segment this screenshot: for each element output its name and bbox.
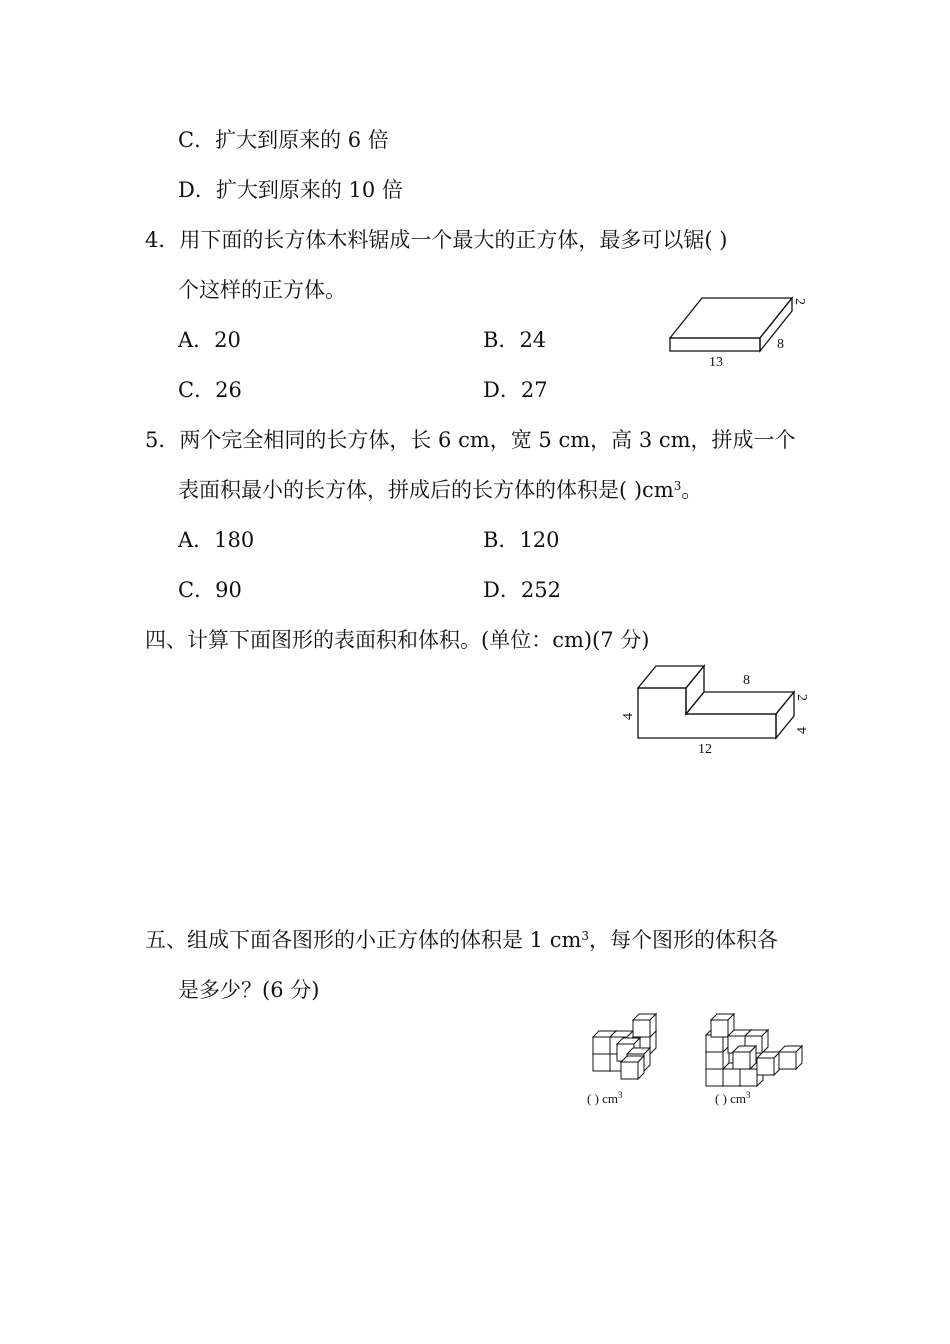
option-text: 扩大到原来的 6 倍 [215, 128, 389, 152]
option-value: 26 [215, 378, 242, 402]
section4-title: 四、计算下面图形的表面积和体积。(单位：cm)(7 分) [145, 628, 650, 652]
answer-blank-right: ( ) $cm^3$ [715, 1090, 751, 1106]
question-number: 4． [145, 228, 180, 252]
question-text: 。 [681, 478, 703, 502]
option-letter: C． [178, 578, 216, 602]
superscript: 3 [673, 479, 682, 493]
option-letter: D． [483, 378, 521, 402]
answer-blank-left: ( ) $cm^3$ [587, 1090, 623, 1106]
option-letter: D． [483, 578, 521, 602]
question-text: 用下面的长方体木料锯成一个最大的正方体，最多可以锯( ) [179, 228, 728, 252]
section5-cube-figures [585, 1010, 815, 1110]
label-top-length: 8 [743, 673, 750, 688]
section-text: 五、组成下面各图形的小正方体的体积是 1 cm [145, 928, 582, 952]
q5-stem-line2 [178, 477, 702, 503]
option-letter: A． [178, 528, 215, 552]
option-letter: B． [483, 528, 520, 552]
q5-option-a [178, 527, 254, 553]
cuboid-top-face [670, 298, 792, 338]
option-letter: C． [178, 378, 216, 402]
question-text: 表面积最小的长方体，拼成后的长方体的体积是( )cm [178, 478, 674, 502]
q4-cuboid-figure [662, 290, 812, 370]
option-value: 20 [214, 328, 241, 352]
option-value: 120 [519, 528, 560, 552]
q4-option-a [178, 327, 241, 353]
label-width: 8 [777, 337, 784, 352]
cube-figure-right [706, 1014, 802, 1086]
label-length: 13 [709, 355, 723, 370]
q5-option-b [483, 527, 560, 553]
q4-stem-line1 [145, 227, 727, 253]
l-shape-block-side [686, 666, 704, 714]
l-shape-low-side [776, 692, 794, 738]
section-text: ，每个图形的体积各 [589, 928, 779, 952]
q3-option-d [178, 177, 403, 203]
section5-title-line1 [145, 927, 778, 953]
option-value: 252 [520, 578, 561, 602]
q4-option-b [483, 327, 546, 353]
l-shape-block-top [638, 666, 704, 688]
label-height: 2 [792, 298, 807, 305]
cuboid-front-face [670, 338, 760, 351]
option-value: 180 [214, 528, 255, 552]
option-letter: A． [178, 328, 215, 352]
option-letter: C． [178, 128, 216, 152]
superscript: 3 [581, 929, 590, 943]
option-letter: B． [483, 328, 520, 352]
option-value: 90 [215, 578, 242, 602]
option-value: 27 [520, 378, 548, 402]
option-text: 扩大到原来的 10 倍 [215, 178, 403, 202]
label-bottom-length: 12 [698, 742, 712, 757]
q5-stem-line1 [145, 427, 796, 453]
q3-option-c [178, 127, 389, 153]
q4-stem-line2: 个这样的正方体。 [178, 278, 346, 302]
q4-option-c [178, 377, 242, 403]
question-number: 5． [145, 428, 180, 452]
label-right-top: 2 [794, 694, 809, 701]
section5-title-line2: 是多少？(6 分) [178, 978, 320, 1002]
option-value: 24 [519, 328, 547, 352]
cube-figure-left [593, 1014, 656, 1079]
l-shape-front-face [638, 688, 776, 738]
q5-option-c [178, 577, 242, 603]
cuboid-side-face [760, 298, 792, 351]
label-left-height: 4 [621, 713, 636, 720]
q5-option-d [483, 577, 561, 603]
label-right-height: 4 [795, 727, 810, 734]
question-text: 两个完全相同的长方体，长 6 cm，宽 5 cm，高 3 cm，拼成一个 [179, 428, 796, 452]
section4-l-shape-figure [618, 660, 818, 760]
q4-option-d [483, 377, 548, 403]
option-letter: D． [178, 178, 216, 202]
l-shape-low-top [686, 692, 794, 714]
